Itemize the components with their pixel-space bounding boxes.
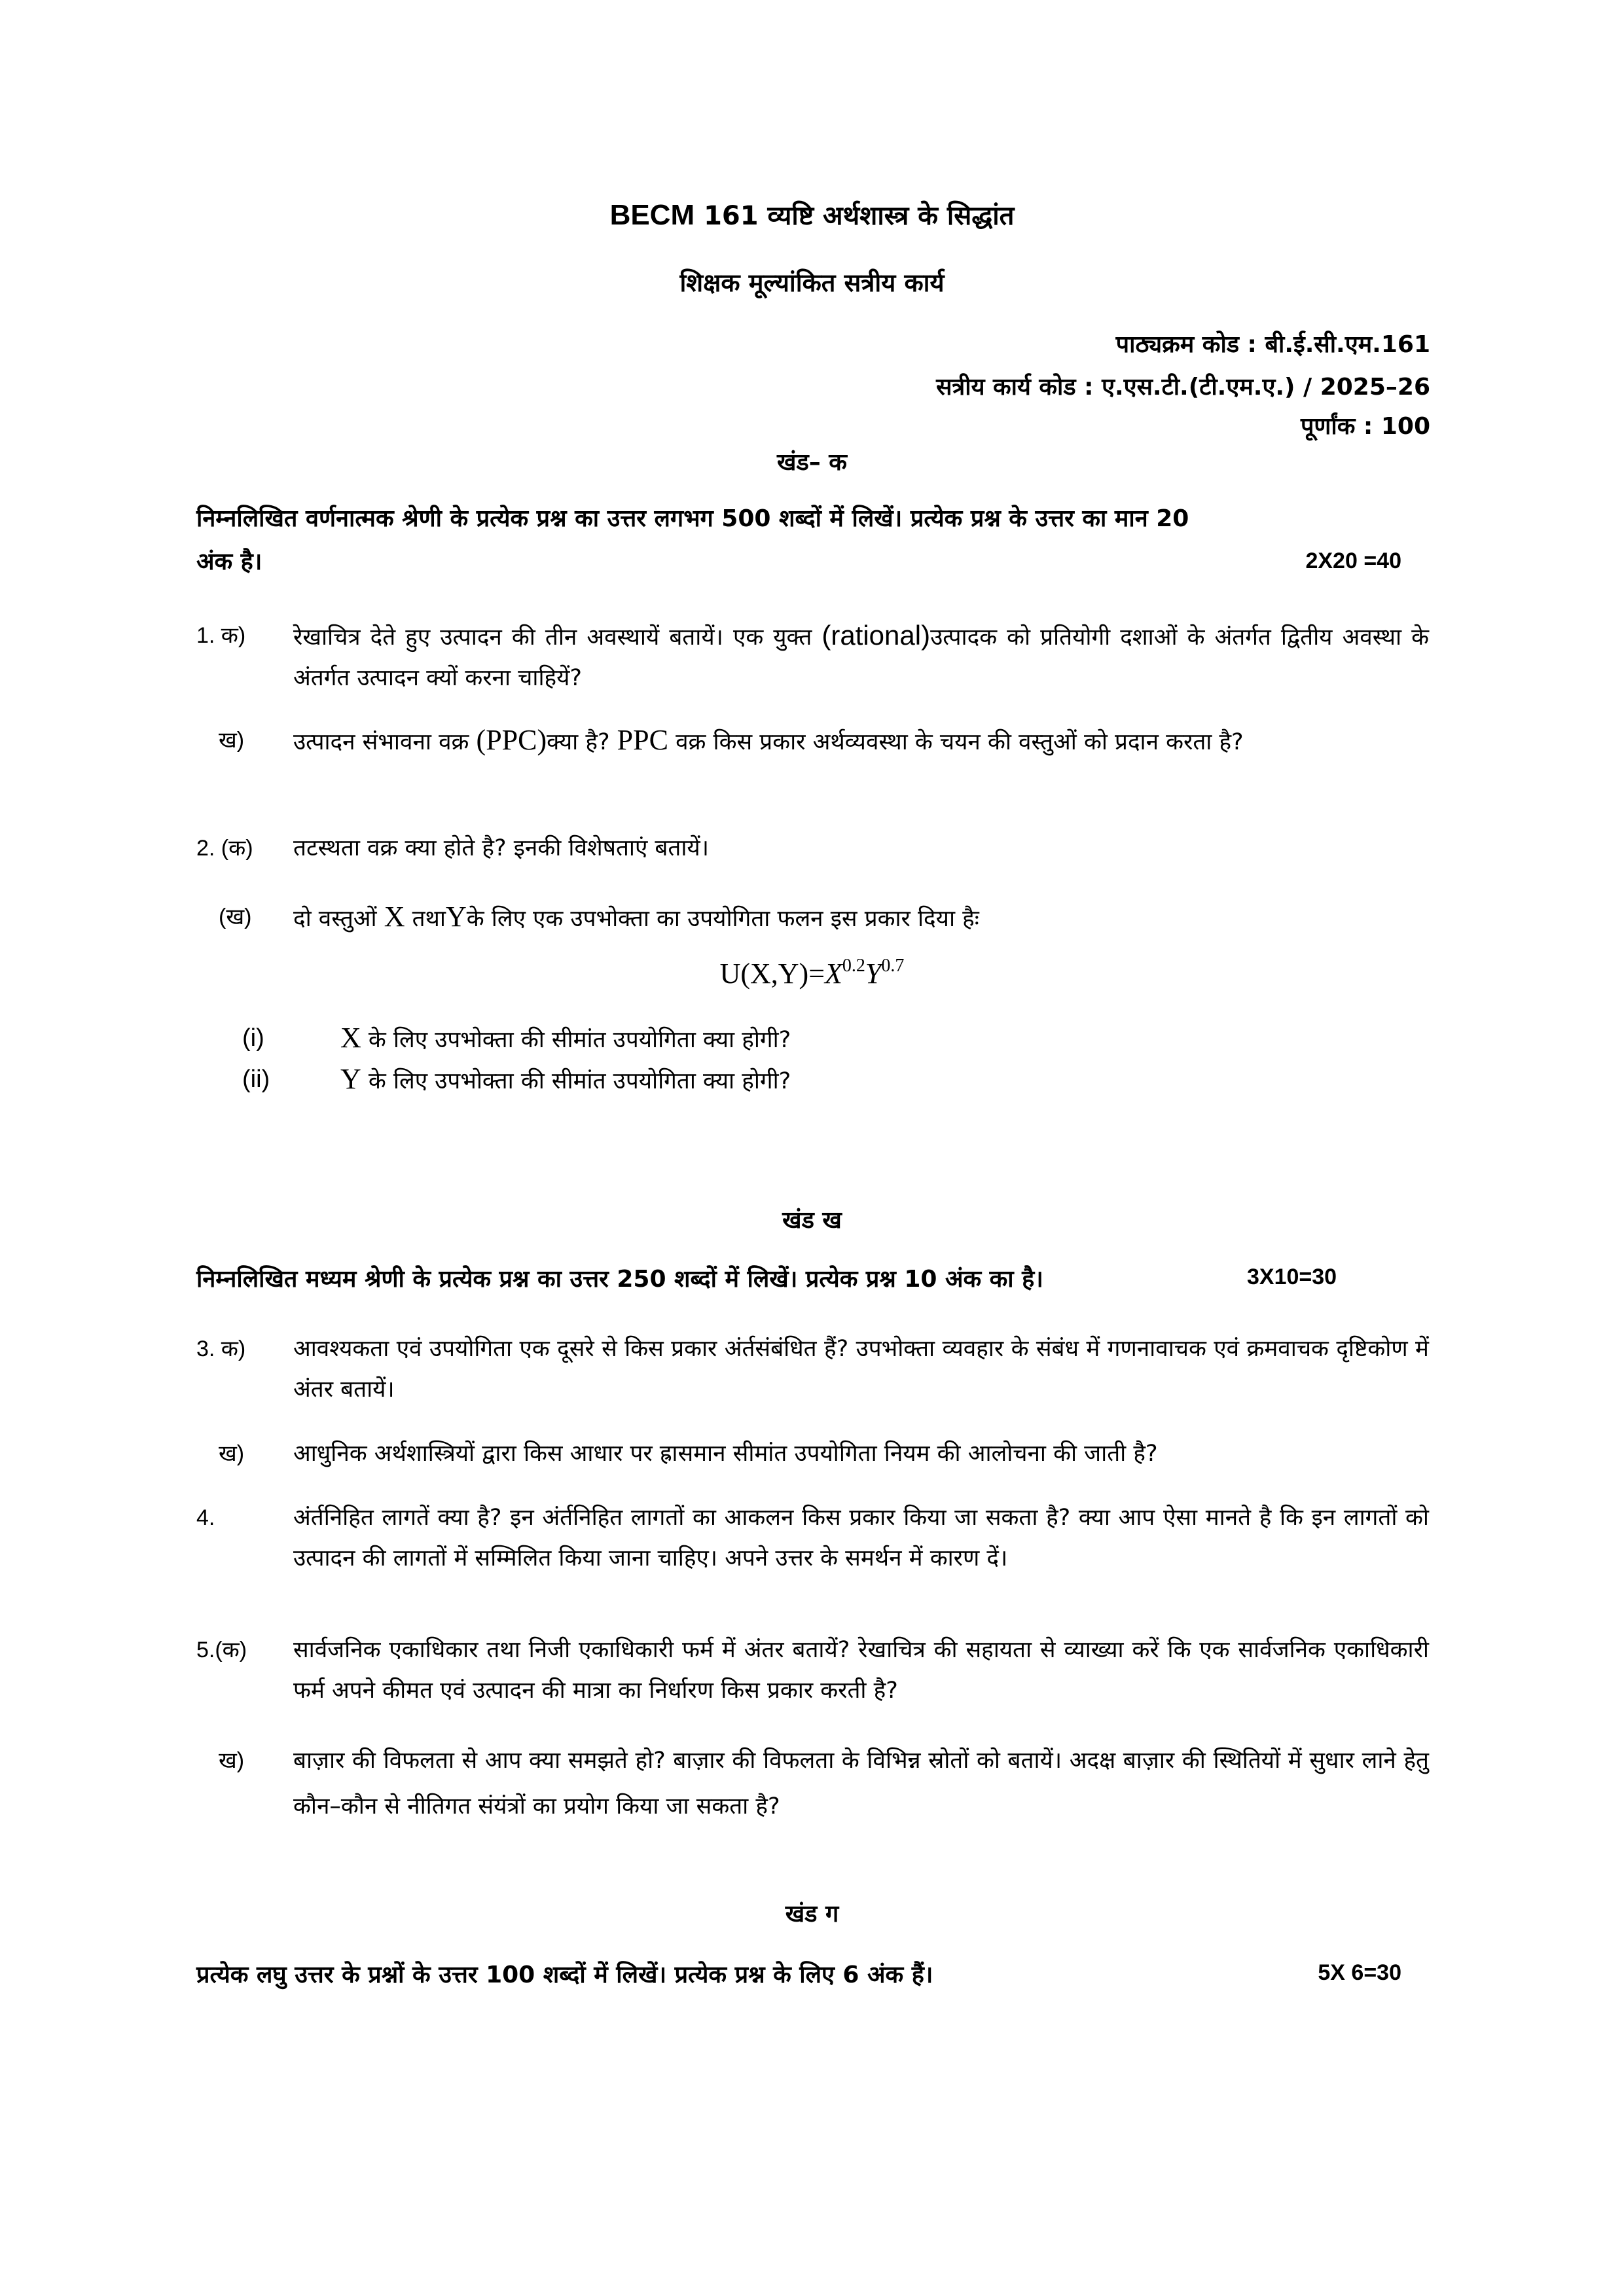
section-b-instruction: निम्नलिखित मध्यम श्रेणी के प्रत्येक प्रश्न का उत्तर 250 शब्दों में लिखें। प्रत्येक प्रश्न 10 अंक का है। [196,1266,1043,1293]
question-2b [196,897,1427,937]
var-y: Y [446,901,467,933]
sub-question-text: X के लिए उपभोक्ता की सीमांत उपयोगिता क्या होगी? [340,1022,791,1054]
question-3a [196,1329,1427,1414]
section-a-instruction-line2: अंक है। [196,548,262,575]
section-b-heading: खंड ख [782,1207,842,1234]
question-number: 1. क) [196,623,246,648]
term-rational: (rational) [821,620,931,651]
var-x: X [384,901,405,933]
question-number: ख) [219,1748,245,1773]
sub-question-number: (i) [242,1024,264,1052]
question-number: ख) [219,728,245,753]
section-a-instruction-line1: निम्नलिखित वर्णनात्मक श्रेणी के प्रत्येक प्रश्न का उत्तर लगभग 500 शब्दों में लिखें। प्रत्येक प्रश्न के उत्तर का मान 20 [196,505,1189,532]
term-ppc: (PPC) [476,724,547,756]
question-3b [196,1433,1427,1474]
course-code-line: पाठ्यक्रम कोड : बी.ई.सी.एम.161 [1115,331,1430,358]
course-title: व्यष्टि अर्थशास्त्र के सिद्धांत [767,201,1015,231]
question-text: दो वस्तुओं X तथाYके लिए एक उपभोक्ता का उपयोगिता फलन इस प्रकार दिया हैः [293,901,979,933]
question-5a [196,1630,1427,1715]
question-number: 3. क) [196,1336,246,1361]
question-2a [196,828,1427,869]
document-title [0,196,1624,232]
assignment-code-line: सत्रीय कार्य कोड : ए.एस.टी.(टी.एम.ए.) / 2025–26 [936,374,1430,401]
question-text: सार्वजनिक एकाधिकार तथा निजी एकाधिकारी फर्म में अंतर बतायें? रेखाचित्र की सहायता से व्याख्या करें कि एक सार्वजनिक एकाधिकारी फर्म अपने कीमत एवं उत्पादन की मात्रा का निर्धारण किस प्रकार करती है? [293,1637,1429,1704]
section-a-marks: 2X20 =40 [1305,548,1401,573]
question-number: (ख) [219,905,252,929]
utility-function-formula: $U(X,Y)=X^{0.2}Y^{0.7}$ [719,956,905,990]
section-a-heading: खंड– क [777,449,847,476]
course-code-en: BECM [609,199,695,231]
question-number: 5.(क) [196,1638,247,1662]
document-subtitle: शिक्षक मूल्यांकित सत्रीय कार्य [679,268,945,297]
course-number: 161 [704,201,759,231]
question-text: आधुनिक अर्थशास्त्रियों द्वारा किस आधार पर ह्रासमान सीमांत उपयोगिता नियम की आलोचना की जाती है? [293,1441,1158,1467]
question-1a [196,615,1427,700]
question-number: 4. [196,1505,215,1530]
question-number: 2. (क) [196,836,253,861]
question-5b [196,1738,1427,1829]
question-text: अंर्तनिहित लागतें क्या है? इन अंर्तनिहित लागतों का आकलन किस प्रकार किया जा सकता है? क्या आप ऐसा मानते है कि इन लागतों को उत्पादन की लागतों में सम्मिलित किया जाना चाहिए। अपने उत्तर के समर्थन में कारण दें। [293,1505,1429,1571]
section-a-instruction [196,497,1427,584]
question-text: बाज़ार की विफलता से आप क्या समझते हो? बाज़ार की विफलता के विभिन्न स्रोतों को बतायें। अदक्ष बाज़ार की स्थितियों में सुधार लाने हेतु कौन–कौन से नीतिगत संयंत्रों का प्रयोग किया जा सकता है? [293,1748,1429,1820]
question-4 [196,1498,1427,1622]
question-text: उत्पादन संभावना वक्र (PPC)क्या है? PPC वक्र किस प्रकार अर्थव्यवस्था के चयन की वस्तुओं को प्रदान करता है? [293,724,1244,756]
section-c-heading: खंड ग [785,1901,839,1928]
max-marks-line: पूर्णांक : 100 [1300,413,1430,440]
section-c-instruction: प्रत्येक लघु उत्तर के प्रश्नों के उत्तर 100 शब्दों में लिखें। प्रत्येक प्रश्न के लिए 6 अंक हैं। [196,1962,933,1988]
sub-question-text: Y के लिए उपभोक्ता की सीमांत उपयोगिता क्या होगी? [340,1063,791,1095]
section-b-marks: 3X10=30 [1247,1265,1337,1289]
section-c-marks: 5X 6=30 [1318,1960,1401,1985]
question-text: तटस्थता वक्र क्या होते है? इनकी विशेषताएं बतायें। [293,835,710,861]
question-text: आवश्यकता एवं उपयोगिता एक दूसरे से किस प्रकार अंर्तसंबंधित हैं? उपभोक्ता व्यवहार के संबंध में गणनावाचक एवं क्रमवाचक दृष्टिकोण में अंतर बतायें। [293,1336,1429,1403]
question-text: रेखाचित्र देते हुए उत्पादन की तीन अवस्थायें बतायें। एक युक्त (rational)उत्पादक को प्रतियोगी दशाओं के अंतर्गत द्वितीय अवस्था के अंतर्गत उत्पादन क्यों करना चाहियें? [293,620,1429,691]
question-number: ख) [219,1441,245,1466]
question-1b [196,720,1427,805]
term-ppc: PPC [617,724,668,756]
sub-question-number: (ii) [242,1066,270,1093]
